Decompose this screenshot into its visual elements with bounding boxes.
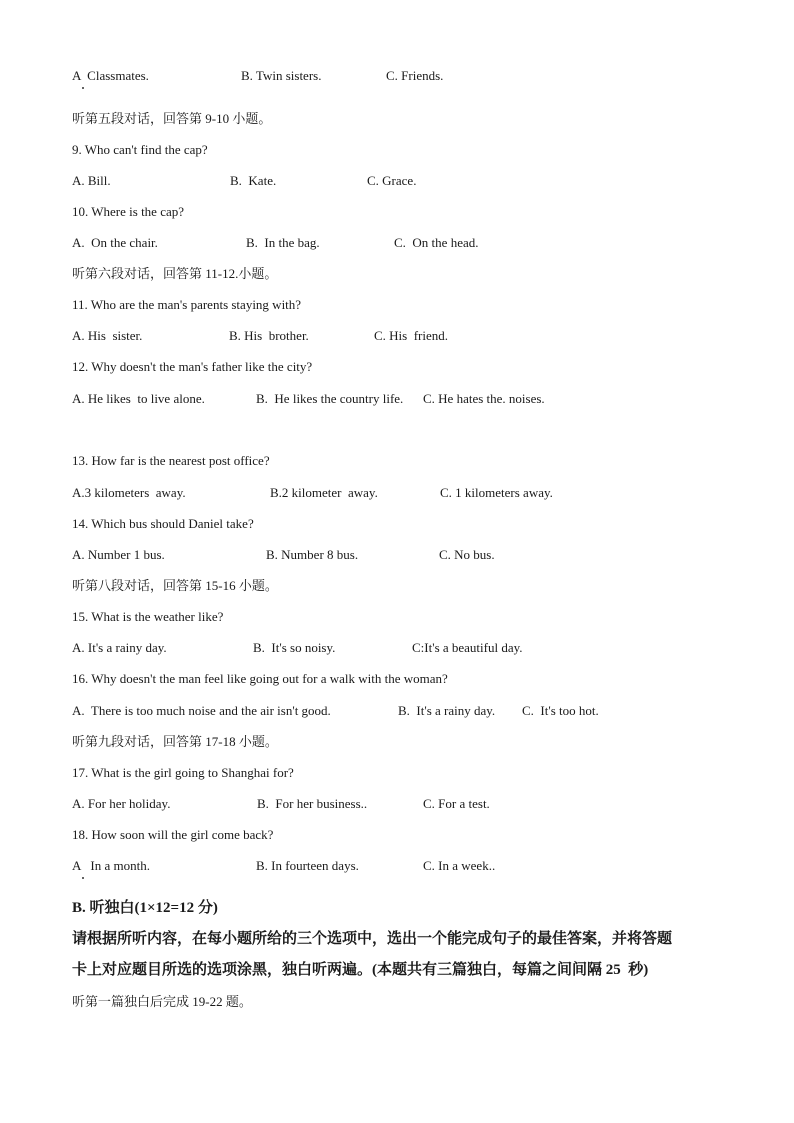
option-c: C. Friends. <box>386 68 444 83</box>
option-a: A.3 kilometers away. <box>72 485 186 500</box>
question-text: 18. How soon will the girl come back? <box>72 827 274 842</box>
option-b: B. In fourteen days. <box>256 858 359 873</box>
instruction-text: 听第九段对话，回答第 17-18 小题。 <box>72 734 278 749</box>
option-b: B. Number 8 bus. <box>266 547 359 562</box>
instruction-text: 听第五段对话，回答第 9-10 小题。 <box>72 111 272 126</box>
question-text: 11. Who are the man's parents staying with? <box>72 297 302 312</box>
question-text: 14. Which bus should Daniel take? <box>72 516 254 531</box>
option-c: C. Grace. <box>367 173 417 188</box>
option-c: C. No bus. <box>439 547 495 562</box>
question-text: 17. What is the girl going to Shanghai for? <box>72 765 294 780</box>
option-a: A In a month. <box>72 858 150 873</box>
question-text: 12. Why doesn't the man's father like the city? <box>72 359 313 374</box>
section-b-note: 听第一篇独白后完成 19-22 题。 <box>72 994 252 1009</box>
section-b-instruction-2: 卡上对应题目所选的选项涂黑，独白听两遍。(本题共有三篇独白，每篇之间间隔 25 秒) <box>72 962 649 978</box>
option-c: C:It's a beautiful day. <box>412 640 523 655</box>
option-a: A. On the chair. <box>72 235 158 250</box>
option-c: C. In a week.. <box>423 858 496 873</box>
option-a: A. His sister. <box>72 328 143 343</box>
option-c: C. 1 kilometers away. <box>440 485 553 500</box>
option-b: B. It's so noisy. <box>253 640 336 655</box>
option-a: A. There is too much noise and the air isn't good. <box>72 703 331 718</box>
section-b-instruction-1: 请根据所听内容，在每小题所给的三个选项中，选出一个能完成句子的最佳答案，并将答题 <box>72 931 673 947</box>
option-a: A. He likes to live alone. <box>72 391 205 406</box>
option-a: A. It's a rainy day. <box>72 640 167 655</box>
option-b: B. His brother. <box>229 328 309 343</box>
option-b: B.2 kilometer away. <box>270 485 378 500</box>
option-a: A. Number 1 bus. <box>72 547 165 562</box>
option-b: B. In the bag. <box>246 235 320 250</box>
option-b: B. He likes the country life. <box>256 391 404 406</box>
option-b: B. It's a rainy day. <box>398 703 496 718</box>
question-text: 9. Who can't find the cap? <box>72 142 208 157</box>
option-c: C. He hates the. noises. <box>423 391 545 406</box>
section-b-heading: B. 听独白(1×12=12 分) <box>72 900 218 916</box>
option-a: A Classmates. <box>72 68 149 83</box>
instruction-text: 听第八段对话，回答第 15-16 小题。 <box>72 578 278 593</box>
option-b: B. Twin sisters. <box>241 68 322 83</box>
question-text: 16. Why doesn't the man feel like going out for a walk with the woman? <box>72 671 448 686</box>
option-c: C. On the head. <box>394 235 479 250</box>
question-text: 15. What is the weather like? <box>72 609 224 624</box>
option-a: A. For her holiday. <box>72 796 171 811</box>
scan-mark <box>82 877 84 879</box>
question-text: 13. How far is the nearest post office? <box>72 453 270 468</box>
option-a: A. Bill. <box>72 173 111 188</box>
instruction-text: 听第六段对话，回答第 11-12.小题。 <box>72 266 278 281</box>
option-b: B. Kate. <box>230 173 277 188</box>
scan-mark <box>82 87 84 89</box>
option-c: C. It's too hot. <box>522 703 599 718</box>
option-c: C. For a test. <box>423 796 490 811</box>
option-c: C. His friend. <box>374 328 449 343</box>
option-b: B. For her business.. <box>257 796 368 811</box>
question-text: 10. Where is the cap? <box>72 204 185 219</box>
